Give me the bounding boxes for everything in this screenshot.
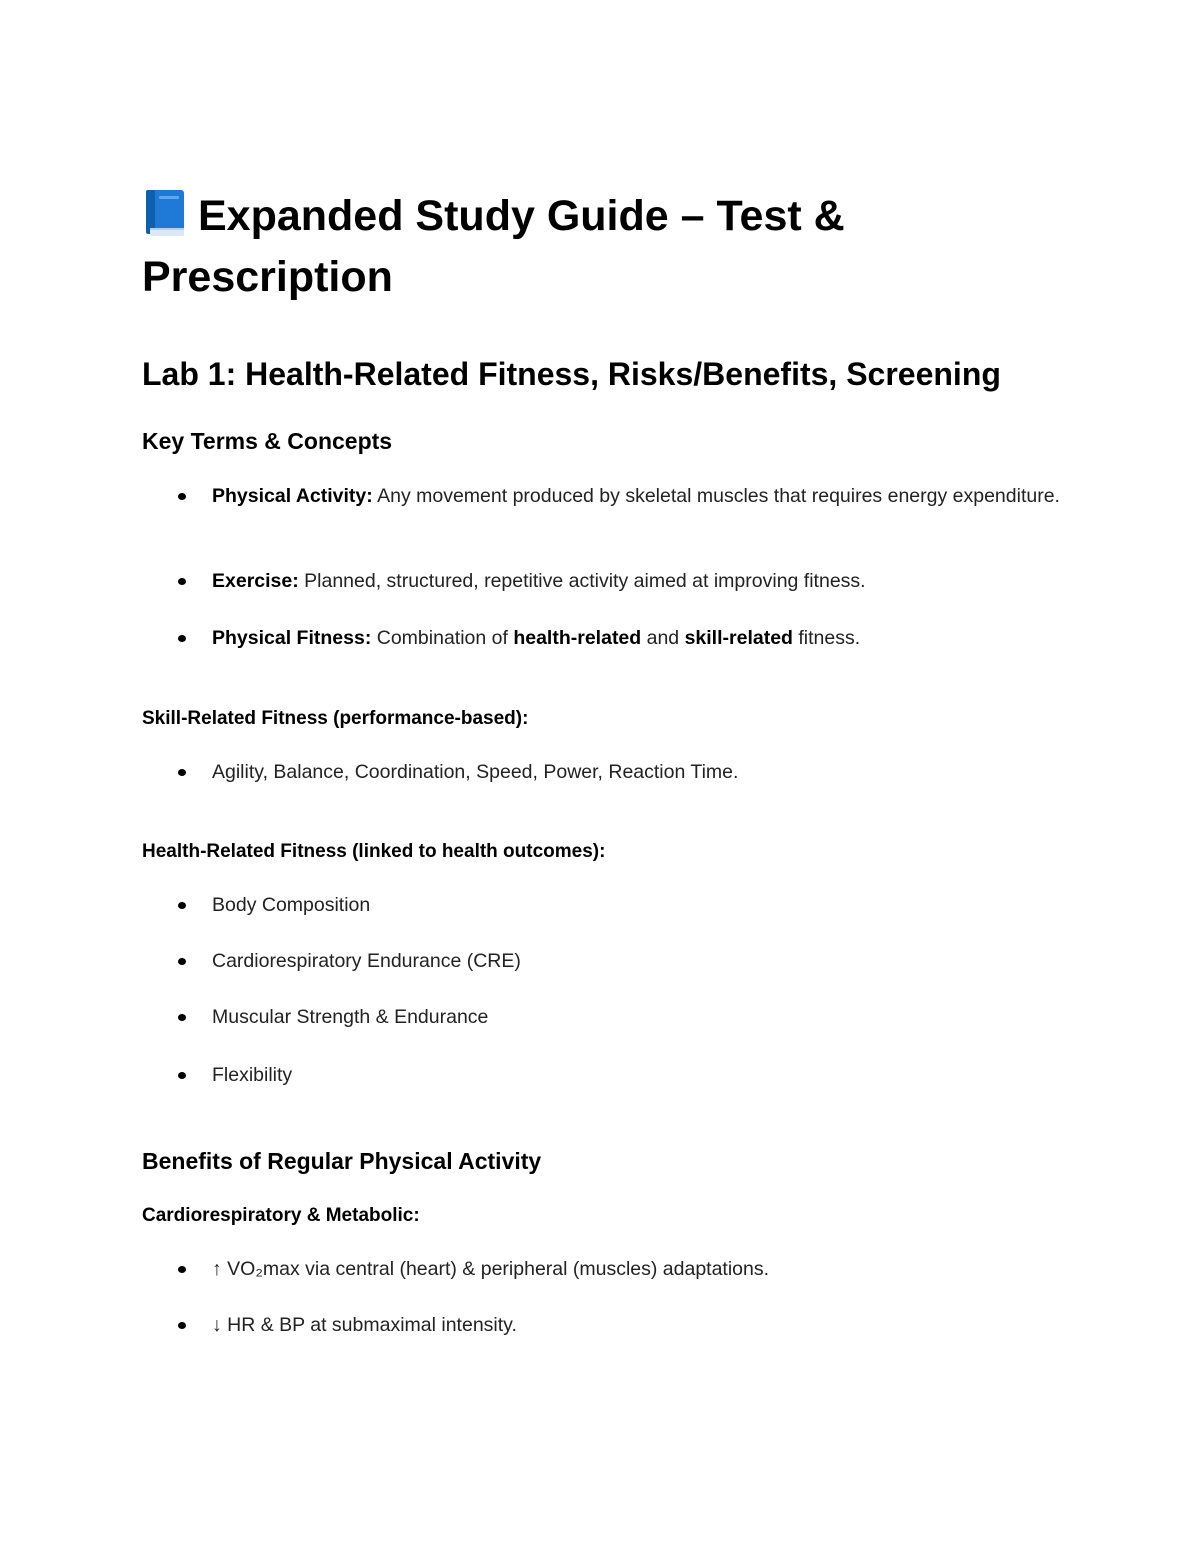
- document-title: [142, 186, 1042, 308]
- title-text: Expanded Study Guide – Test & Prescription: [142, 192, 845, 301]
- benefits-heading: Benefits of Regular Physical Activity: [142, 1148, 542, 1174]
- term-text: fitness.: [792, 627, 861, 649]
- list-item-text: ↑ VO₂max via central (heart) & peripheral (muscles) adaptations.: [212, 1258, 770, 1280]
- health-related-heading: Health-Related Fitness (linked to health outcomes):: [142, 841, 606, 862]
- bullet-icon: [178, 958, 186, 965]
- list-item-text: Agility, Balance, Coordination, Speed, Power, Reaction Time.: [212, 761, 739, 783]
- list-item: [212, 567, 1062, 595]
- bullet-icon: [178, 1266, 186, 1273]
- list-item-text: Body Composition: [212, 894, 371, 916]
- list-item: [212, 1311, 1062, 1339]
- term-label: Physical Activity:: [212, 485, 373, 507]
- list-item: [212, 1061, 1062, 1089]
- list-item-text: Cardiorespiratory Endurance (CRE): [212, 950, 521, 972]
- skill-related-heading: Skill-Related Fitness (performance-based):: [142, 708, 529, 729]
- list-item: [212, 624, 1062, 652]
- term-label: Exercise:: [212, 570, 299, 592]
- key-terms-heading: Key Terms & Concepts: [142, 428, 393, 454]
- bullet-icon: [178, 902, 186, 909]
- list-item-text: Flexibility: [212, 1064, 293, 1086]
- term-emphasis: health-related: [513, 627, 642, 649]
- cardio-metabolic-heading: Cardiorespiratory & Metabolic:: [142, 1205, 420, 1226]
- term-emphasis: skill-related: [684, 627, 793, 649]
- list-item-text: ↓ HR & BP at submaximal intensity.: [212, 1314, 517, 1336]
- list-item: [212, 1255, 1062, 1283]
- bullet-icon: [178, 493, 186, 500]
- term-definition: Planned, structured, repetitive activity aimed at improving fitness.: [298, 570, 866, 592]
- bullet-icon: [178, 1014, 186, 1021]
- term-text: Combination of: [371, 627, 514, 649]
- bullet-icon: [178, 578, 186, 585]
- bullet-icon: [178, 1072, 186, 1079]
- list-item-text: Muscular Strength & Endurance: [212, 1006, 489, 1028]
- list-item: [212, 947, 1062, 975]
- blue-book-icon: [142, 188, 188, 238]
- bullet-icon: [178, 1322, 186, 1329]
- term-text: and: [641, 627, 685, 649]
- term-definition: Any movement produced by skeletal muscles that requires energy expenditure.: [372, 485, 1060, 507]
- list-item: [212, 758, 1062, 786]
- lab-heading: Lab 1: Health-Related Fitness, Risks/Benefits, Screening: [142, 356, 1001, 392]
- bullet-icon: [178, 769, 186, 776]
- bullet-icon: [178, 635, 186, 642]
- term-label: Physical Fitness:: [212, 627, 372, 649]
- list-item: [212, 1003, 1062, 1031]
- list-item: [212, 891, 1062, 919]
- list-item: [212, 482, 1062, 510]
